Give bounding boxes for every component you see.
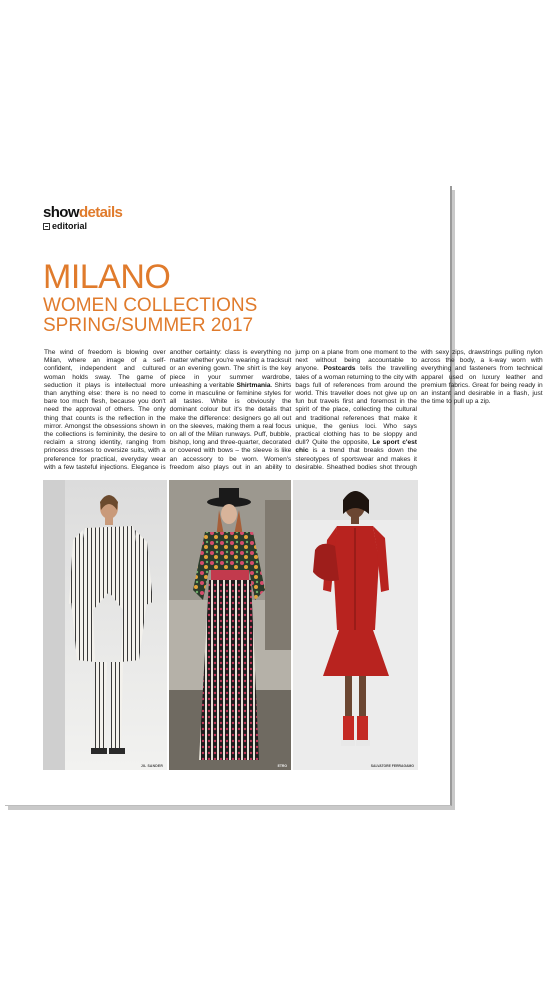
page-icon [43,223,50,230]
photo-credit-3: SALVATORE FERRAGAMO [370,764,414,768]
article-body [44,349,543,477]
text-segment: . Shirts come in masculine or feminine styles for all tastes. White is obviously the dominant colour but it's the details that make the difference: designers go all out on the sleeves, making them a real focus on all of the Milan runways. Puff, bubble, bishop, long and three-quarter, decorated or covered with bows – the sleeve is like an accessory to be worn. Women's freedom also plays out in an ability to jump on a plane from one moment to the next without being accountable to anyone. [169,349,417,471]
brand-part-details: details [78,204,123,221]
magazine-page [5,186,543,806]
section-label: editorial [52,221,88,231]
brand-logo [43,205,122,220]
model-striped-suit-image [43,480,167,770]
article-title [43,260,257,336]
title-line-2: WOMEN COLLECTIONS [43,295,258,316]
title-line-1: MILANO [43,258,171,296]
text-segment: tells the travelling tales of a woman returning to the city with bags full of references from around the world. This traveller does not give up on fun but travels first and foremost in the spirit of the place, collecting the cultural and traditional references that make it unique, the genius loci. Who says practical clothing has to be sloppy and dull? Quite the opposite, [295,365,417,447]
photo-credit-1: JIL SANDER [140,764,163,768]
brand-part-show: show [43,204,79,221]
runway-photo-3 [293,480,418,770]
model-floral-hat-image [169,480,291,770]
trend-shirtmania: Shirtmania [236,381,271,389]
title-line-3: SPRING/SUMMER 2017 [43,315,254,336]
runway-photo-1 [43,480,167,770]
photo-credit-2: ETRO [277,764,287,768]
article-paragraph [44,349,543,477]
photo-strip [43,480,418,770]
text-segment: The wind of freedom is blowing over Milan, where an image of a self-confident, independent and cultured woman holds sway. The game of seduction it plays is intellectual more than anything else: there is no need to bare too much flesh, because you don't need the approval of others. The only thing that counts is the reflection in the mirror. Amongst the obsessions shown in the collections is femininity, the desire to reclaim a strong identity, ranging from princess dresses to oversize suits, with a preference for practical, everyday wear with a few tasteful injections. Elegance is another certainty: class is everything no matter whether you're wearing a tracksuit or an evening gown. The shirt is the key piece in your summer wardrobe, unleashing a veritable [44,349,292,471]
section-tag [43,222,122,231]
text-segment: is a trend that breaks down the stereotypes of sportswear and makes it desirable. Sheathed bodies shot through with sexy zips, drawstrings pulling nylon across the body, a k-way worn with everything and fasteners from technical apparel used on luxury leather and premium fabrics. Great for being ready in an instant and desirable in a flash, just the time to pull up a zip. [295,349,543,471]
page-header [43,205,122,231]
trend-postcards: Postcards [323,365,356,373]
runway-photo-2 [169,480,291,770]
model-red-dress-image [293,480,418,770]
trend-le-sport-chic: Le sport c'est chic [295,439,417,455]
